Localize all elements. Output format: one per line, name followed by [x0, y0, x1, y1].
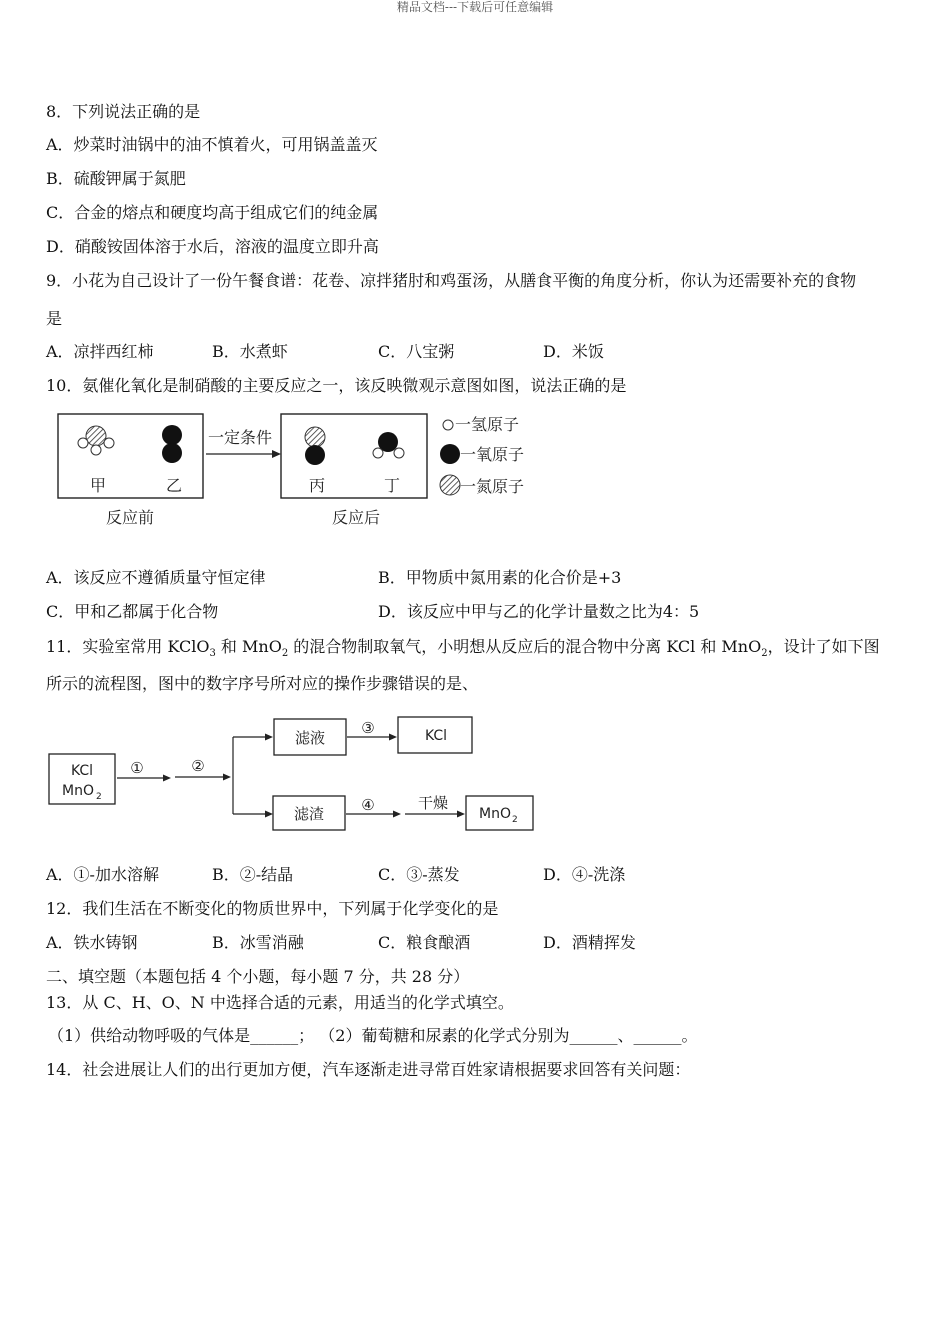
legend-n-icon [440, 475, 460, 495]
after-box [281, 414, 427, 498]
q8-option-b: B．硫酸钾属于氮肥 [46, 169, 186, 188]
q9-option-d: D．米饭 [543, 342, 604, 361]
q11-sub: 3 [209, 648, 216, 660]
jia-h-atom [78, 438, 88, 448]
jia-h-atom [91, 445, 101, 455]
flow-arrow-3-head [389, 734, 397, 741]
q9-option-c: C．八宝粥 [378, 342, 455, 361]
flow-out-kcl: KCl [424, 728, 448, 744]
label-before: 反应前 [105, 508, 155, 527]
flow-residue: 滤渣 [293, 805, 325, 823]
flow-arrow-4-head [393, 811, 401, 818]
q11-sub: 2 [281, 648, 289, 660]
q11-stem-part: 11．实验室常用 KClO [46, 637, 210, 656]
flow-step2: ② [191, 757, 205, 775]
ding-h-atom [373, 448, 383, 458]
reaction-arrow-head [272, 450, 281, 458]
q11-option-c: C．③-蒸发 [378, 865, 460, 884]
flow-arrow-2-head [223, 774, 231, 781]
section-title: 二、填空题（本题包括 4 个小题，每小题 7 分，共 28 分） [46, 967, 470, 986]
q11-sub: 2 [761, 648, 768, 660]
flow-start-kcl: KCl [70, 763, 94, 779]
q9-option-b: B．水煮虾 [212, 342, 288, 361]
flow-step1: ① [130, 759, 144, 777]
yi-o-atom [162, 425, 182, 445]
jia-n-atom [86, 426, 106, 446]
q11-stem-part: ，设计了如下图 [767, 637, 880, 656]
q13-subquestions: （1）供给动物呼吸的气体是______； （2）葡萄糖和尿素的化学式分别为______、______。 [48, 1026, 698, 1045]
q9-stem-line2: 是 [46, 309, 63, 328]
q11-option-b: B．②-结晶 [212, 865, 294, 884]
q11-stem-line2: 所示的流程图，图中的数字序号所对应的操作步骤错误的是、 [46, 674, 479, 693]
q12-option-b: B．冰雪消融 [212, 933, 304, 952]
flow-arrow-dry-head [457, 811, 465, 818]
q8-option-d: D．硝酸铵固体溶于水后，溶液的温度立即升高 [46, 237, 379, 256]
flow-step4: ④ [361, 796, 375, 814]
q12-stem: 12．我们生活在不断变化的物质世界中，下列属于化学变化的是 [46, 899, 499, 918]
q9-stem-line1: 9．小花为自己设计了一份午餐食谱：花卷、凉拌猪肘和鸡蛋汤，从膳食平衡的角度分析，你认为还需要补充的食物 [46, 271, 857, 290]
bing-o-atom [305, 445, 325, 465]
page-header: 精品文档---下载后可任意编辑 [396, 0, 554, 14]
flow-step3: ③ [361, 719, 375, 737]
flow-dry: 干燥 [417, 794, 449, 812]
q12-option-d: D．酒精挥发 [543, 933, 636, 952]
q10-option-a: A．该反应不遵循质量守恒定律 [46, 568, 266, 587]
q10-option-d: D．该反应中甲与乙的化学计量数之比为4：5 [378, 602, 700, 621]
q9-option-a: A．凉拌西红柿 [46, 342, 154, 361]
flow-filtrate: 滤液 [294, 729, 326, 747]
label-ding: 丁 [383, 476, 401, 495]
legend-o-icon [440, 444, 460, 464]
flow-start-mno: MnO [62, 783, 94, 799]
reaction-diagram [50, 408, 550, 533]
q8-option-a: A．炒菜时油锅中的油不慎着火，可用锅盖盖灭 [46, 135, 378, 154]
label-after: 反应后 [331, 508, 381, 527]
q14-stem: 14．社会进展让人们的出行更加方便，汽车逐渐走进寻常百姓家请根据要求回答有关问题： [46, 1060, 691, 1079]
label-jia: 甲 [89, 476, 107, 495]
q11-option-a: A．①-加水溶解 [46, 865, 159, 884]
flow-start-mno-sub: 2 [96, 792, 102, 802]
flow-out-mno-sub: 2 [512, 815, 518, 825]
legend-h: 一氢原子 [455, 415, 520, 434]
q10-option-c: C．甲和乙都属于化合物 [46, 602, 219, 621]
flow-branch-top-head [265, 734, 273, 741]
yi-o-atom [162, 443, 182, 463]
q12-option-a: A．铁水铸钢 [46, 933, 138, 952]
flow-arrow-1-head [163, 775, 171, 782]
flow-branch-bottom-head [265, 811, 273, 818]
legend-h-icon [443, 420, 453, 430]
reaction-condition: 一定条件 [207, 428, 273, 447]
q13-stem: 13．从 C、H、O、N 中选择合适的元素，用适当的化学式填空。 [46, 993, 514, 1012]
jia-h-atom [104, 438, 114, 448]
q11-stem-line1 [46, 636, 880, 665]
q8-option-c: C．合金的熔点和硬度均高于组成它们的纯金属 [46, 203, 379, 222]
flowchart-svg [45, 710, 545, 835]
label-bing: 丙 [308, 476, 326, 495]
separation-flowchart [45, 710, 545, 835]
bing-n-atom [305, 427, 325, 447]
legend-n: 一氮原子 [460, 477, 525, 496]
q11-option-d: D．④-洗涤 [543, 865, 626, 884]
q10-option-b: B．甲物质中氮用素的化合价是+3 [378, 568, 622, 587]
q10-stem: 10．氨催化氧化是制硝酸的主要反应之一，该反映微观示意图如图，说法正确的是 [46, 376, 627, 395]
ding-h-atom [394, 448, 404, 458]
q11-stem-part: 的混合物制取氧气，小明想从反应后的混合物中分离 KCl 和 MnO [288, 637, 762, 656]
legend-o: 一氧原子 [460, 445, 525, 464]
q8-stem: 8．下列说法正确的是 [46, 102, 201, 121]
q12-option-c: C．粮食酿酒 [378, 933, 471, 952]
label-yi: 乙 [165, 476, 183, 495]
reaction-diagram-svg [50, 408, 550, 533]
flow-out-mno: MnO [479, 806, 511, 822]
q11-stem-part: 和 MnO [215, 637, 282, 656]
